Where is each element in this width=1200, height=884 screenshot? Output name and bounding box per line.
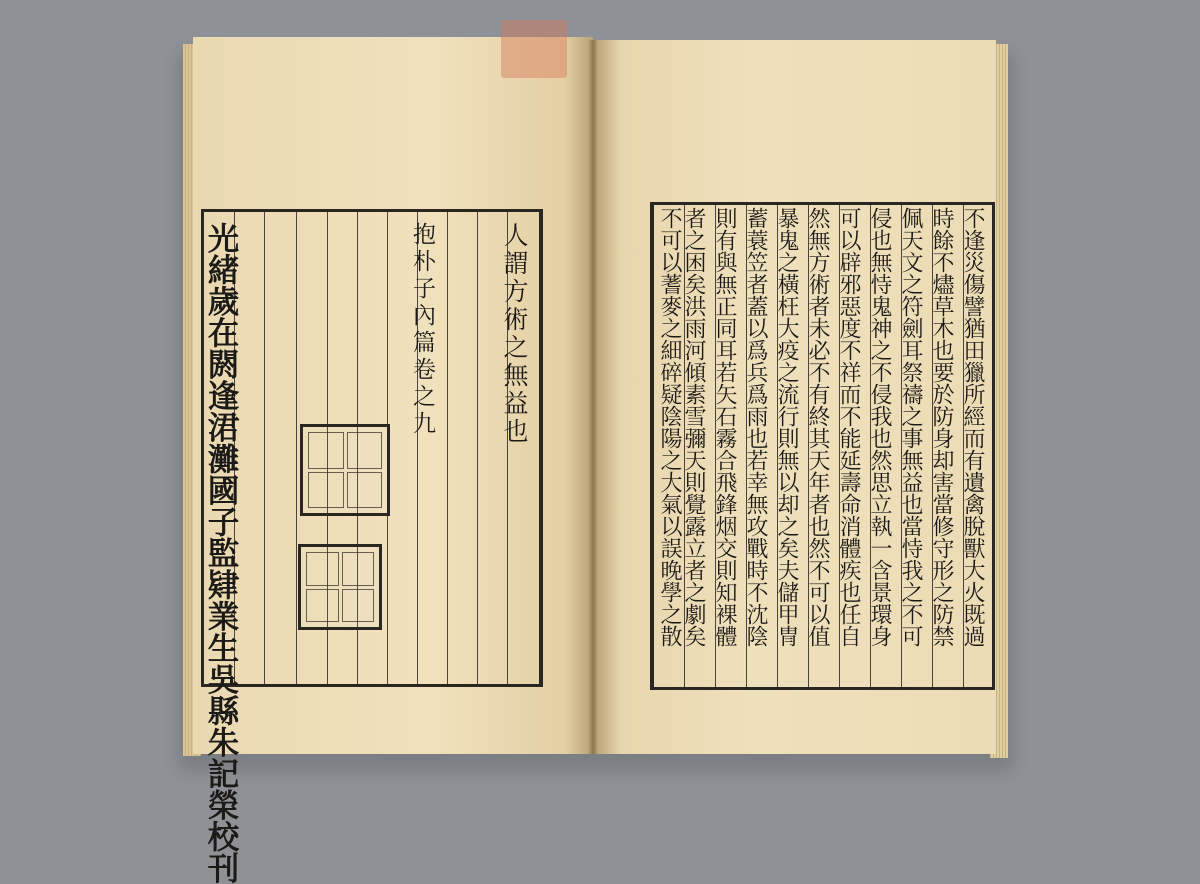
seal-stamp-upper	[300, 424, 390, 516]
text-column-2: 時餘不燼草木也要於防身却害當修守形之防禁	[929, 207, 954, 647]
text-column-5: 可以辟邪惡度不祥而不能延壽命消體疾也任自	[836, 207, 861, 647]
closing-line: 人謂方術之無益也	[500, 222, 529, 446]
text-column-1: 不逢災傷譬猶田獵所經而有遺禽脫獸大火既過	[960, 207, 985, 647]
text-column-9: 則有與無正同耳若矢石霧合飛鋒烟交則知裸體	[712, 207, 737, 647]
text-column-10: 者之困矣洪雨河傾素雪彌天則覺露立者之劇矣	[681, 207, 706, 647]
book-gutter	[588, 40, 598, 754]
text-column-4: 侵也無恃鬼神之不侵我也然思立執一含景環身	[867, 207, 892, 647]
watermark-logo	[501, 20, 567, 84]
text-column-6: 然無方術者未必不有終其天年者也然不可以值	[805, 207, 830, 647]
seal-stamp-lower	[298, 544, 382, 630]
text-column-8: 蓄蓑笠者蓋以爲兵爲雨也若幸無攻戰時不沈陰	[743, 207, 768, 647]
colophon-text: 光緒歲在閼逢涒灘國子監肄業生吳縣朱記榮校刊	[203, 222, 240, 884]
text-column-7: 暴鬼之橫枉大疫之流行則無以却之矣夫儲甲冑	[774, 207, 799, 647]
text-column-11: 不可以蓍麥之細碎疑陰陽之大氣以誤晚學之散	[657, 207, 682, 647]
volume-title: 抱朴子內篇卷之九	[409, 222, 435, 438]
text-column-3: 佩天文之符劍耳祭禱之事無益也當恃我之不可	[898, 207, 923, 647]
